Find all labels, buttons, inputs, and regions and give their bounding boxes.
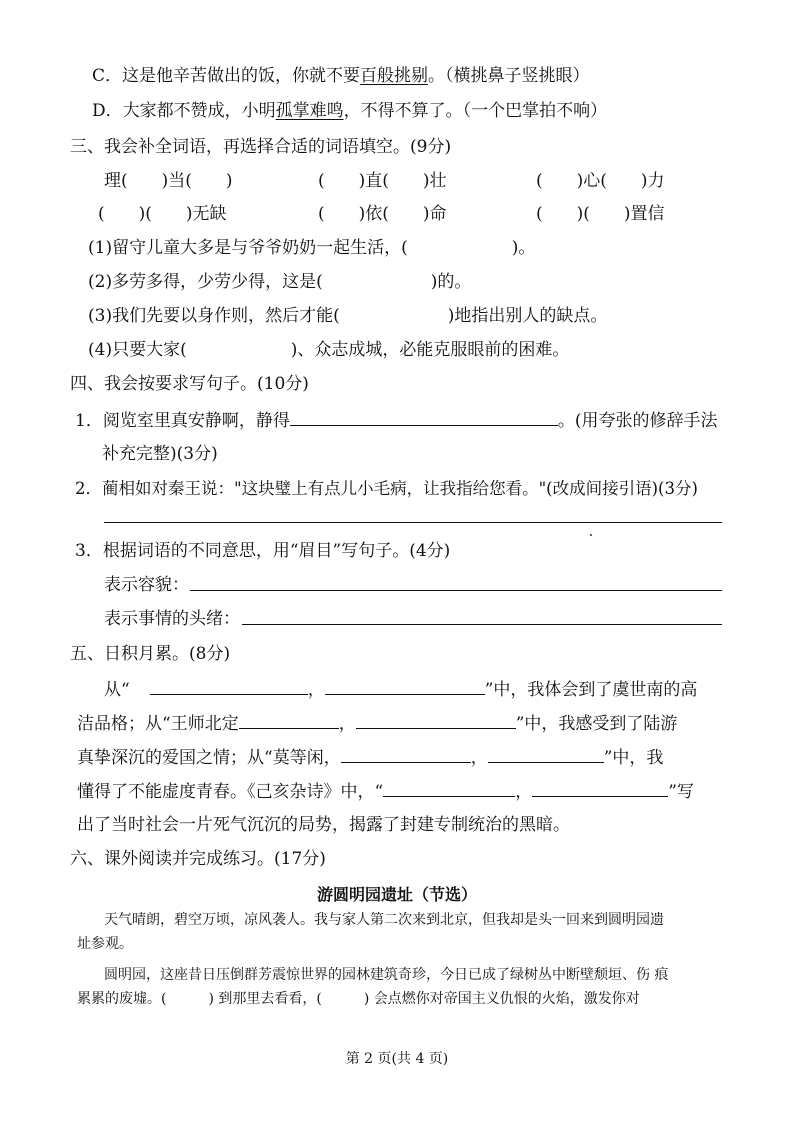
poem-line-3-c: ”中，我 — [603, 748, 664, 768]
reading-paragraph-1-line-1: 天气晴朗，碧空万顷，凉风袭人。我与家人第二次来到北京，但我却是头一回来到圆明园遗 — [104, 912, 664, 928]
word-2-1: ( )( )无缺 — [98, 204, 227, 224]
poem-line-2-a: 洁品格；从“王师北定 — [77, 714, 239, 734]
fill-question-3 — [88, 305, 607, 327]
poem-line-3-comma: ， — [470, 748, 488, 768]
sentence-question-1-cont: 补充完整)(3分) — [102, 444, 218, 464]
option-d — [92, 100, 607, 122]
fill-question-2-start: (2)多劳多得，少劳少得，这是( — [88, 272, 323, 292]
sentence-question-3: 3．根据词语的不同意思，用“眉目”写句子。(4分) — [75, 541, 451, 561]
option-d-suffix: ，不得不算了。（一个巴掌拍不响） — [343, 101, 608, 121]
poem-blank-6[interactable] — [488, 746, 604, 763]
meimu-appearance-answer-line[interactable] — [190, 590, 722, 591]
option-c-suffix: 。（横挑鼻子竖挑眼） — [428, 66, 590, 86]
word-1-2: ( )直( )壮 — [318, 171, 447, 191]
poem-line-1-comma: ， — [307, 680, 325, 700]
poem-line-3-a: 真挚深沉的爱国之情；从“莫等闲， — [77, 748, 341, 768]
sentence-question-1-start: 1．阅览室里真安静啊，静得 — [75, 411, 290, 431]
poem-line-4-c: ”写 — [668, 782, 694, 802]
option-d-underlined: 孤掌难鸣 — [275, 101, 344, 121]
fill-question-4-start: (4)只要大家( — [88, 340, 187, 360]
poem-blank-5[interactable] — [341, 746, 471, 763]
poem-line-2-c: ”中，我感受到了陆游 — [515, 714, 678, 734]
reading-title: 游圆明园遗址（节选） — [316, 885, 477, 904]
section3-heading: 三、我会补全词语，再选择合适的词语填空。(9分) — [70, 137, 452, 157]
poem-blank-2[interactable] — [325, 678, 485, 695]
option-c-underlined: 百般挑剔 — [360, 66, 429, 86]
fill-question-3-start: (3)我们先要以身作则，然后才能( — [88, 306, 340, 326]
sentence-question-2: 2．蔺相如对秦王说："这块璧上有点儿小毛病，让我指给您看。"(改成间接引语)(3分) — [75, 479, 698, 498]
page-number: 第 2 页(共 4 页) — [345, 1051, 449, 1067]
word-1-1: 理( )当( ) — [104, 171, 233, 191]
poem-line-1-a: 从“ — [104, 680, 130, 700]
reading-paragraph-2-line-1: 圆明园，这座昔日压倒群芳震惊世界的园林建筑奇珍，今日已成了绿树丛中断壁颓垣、伤 痕 — [104, 967, 669, 983]
poem-line-4-a: 懂得了不能虚度青春。《己亥杂诗》中，“ — [77, 782, 384, 802]
poem-line-4-comma: ， — [515, 782, 533, 802]
poem-blank-1[interactable] — [150, 678, 308, 695]
poem-blank-7[interactable] — [383, 780, 515, 797]
meimu-clue-label: 表示事情的头绪： — [104, 609, 240, 629]
option-c — [92, 65, 590, 87]
poem-line-5: 出了当时社会一片死气沉沉的局势，揭露了封建专制统治的黑暗。 — [77, 815, 570, 835]
poem-line-3 — [77, 746, 663, 769]
reading-paragraph-2-line-2: 累累的废墟。( ) 到那里去看看，( ) 会点燃你对帝国主义仇恨的火焰，激发你对 — [77, 991, 640, 1007]
fill-question-1-start: (1)留守儿童大多是与爷爷奶奶一起生活，( — [88, 238, 408, 258]
word-1-3: ( )心( )力 — [536, 171, 665, 191]
word-2-3: ( )( )置信 — [536, 204, 665, 224]
fill-question-2 — [88, 271, 471, 293]
section4-heading: 四、我会按要求写句子。(10分) — [70, 374, 309, 394]
fill-question-2-end: )的。 — [430, 272, 472, 292]
fill-question-1-end: )。 — [511, 238, 536, 258]
section5-heading: 五、日积月累。(8分) — [70, 644, 231, 664]
speck — [590, 534, 592, 536]
sentence-question-1 — [75, 409, 717, 432]
meimu-clue-answer-line[interactable] — [242, 624, 722, 625]
poem-blank-4[interactable] — [356, 712, 516, 729]
section6-heading: 六、课外阅读并完成练习。(17分) — [70, 849, 326, 869]
option-c-prefix: C．这是他辛苦做出的饭，你就不要 — [92, 66, 361, 86]
word-2-2: ( )依( )命 — [318, 204, 447, 224]
fill-question-3-end: )地指出别人的缺点。 — [447, 306, 608, 326]
poem-line-2-comma: ， — [338, 714, 356, 734]
poem-line-2 — [77, 712, 677, 735]
fill-question-4 — [88, 339, 569, 361]
reading-paragraph-1-line-2: 址参观。 — [77, 936, 133, 952]
poem-line-1 — [104, 678, 697, 701]
option-d-prefix: D．大家都不赞成，小明 — [92, 101, 276, 121]
poem-line-1-c: ”中，我体会到了虞世南的高 — [484, 680, 698, 700]
poem-blank-8[interactable] — [532, 780, 668, 797]
poem-line-4 — [77, 780, 694, 803]
poem-blank-3[interactable] — [239, 712, 339, 729]
sentence-question-2-answer-line[interactable] — [104, 522, 722, 523]
meimu-appearance-label: 表示容貌： — [104, 575, 189, 595]
sentence-question-1-instruction: 。(用夸张的修辞手法 — [557, 411, 718, 431]
sentence-question-1-blank[interactable] — [290, 409, 558, 426]
fill-question-4-end: )、众志成城，必能克服眼前的困难。 — [290, 340, 570, 360]
fill-question-1 — [88, 237, 535, 259]
